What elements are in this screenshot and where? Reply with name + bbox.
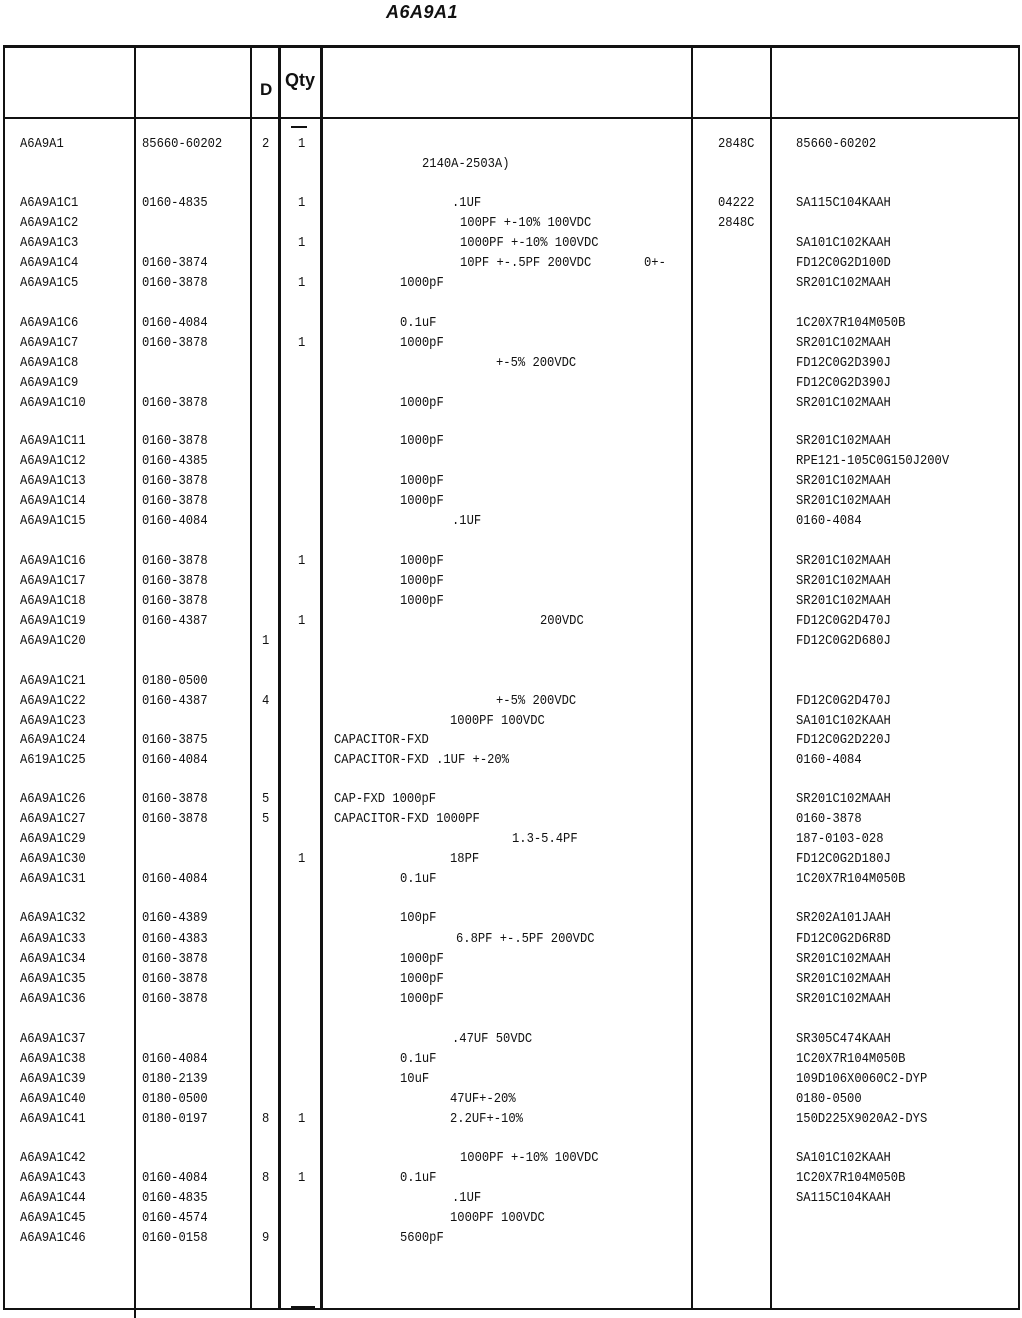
table-row <box>0 952 1022 972</box>
cell-description: CAPACITOR-FXD <box>334 733 429 748</box>
table-bottom-border <box>3 1308 1019 1310</box>
cell-mfr-part-number: 0160-3878 <box>796 812 862 827</box>
cell-reference: A6A9A1C23 <box>20 714 86 729</box>
cell-reference: A6A9A1C31 <box>20 872 86 887</box>
cell-mfr-part-number: SA101C102KAAH <box>796 714 891 729</box>
cell-reference: A6A9A1C21 <box>20 674 86 689</box>
cell-mfr-part-number: 1C20X7R104M050B <box>796 1171 906 1186</box>
cell-description: 100pF <box>400 911 437 926</box>
table-top-border <box>3 45 1019 48</box>
cell-reference: A6A9A1C36 <box>20 992 86 1007</box>
cell-part-number: 0160-4383 <box>142 932 208 947</box>
cell-mfr-part-number: SR201C102MAAH <box>796 434 891 449</box>
table-row <box>0 157 1022 177</box>
cell-reference: A6A9A1C20 <box>20 634 86 649</box>
cell-mfr-part-number: FD12C0G2D680J <box>796 634 891 649</box>
cell-reference: A6A9A1C11 <box>20 434 86 449</box>
cell-description: 1000PF +-10% 100VDC <box>460 236 599 251</box>
cell-description: .1UF <box>452 514 482 529</box>
table-row <box>0 376 1022 396</box>
cell-qty: 1 <box>298 1171 306 1186</box>
cell-reference: A6A9A1C4 <box>20 256 79 271</box>
cell-part-number: 0160-4084 <box>142 1052 208 1067</box>
cell-description: 2.2UF+-10% <box>450 1112 523 1127</box>
cell-description: 0.1uF <box>400 1171 437 1186</box>
cell-d: 1 <box>262 634 270 649</box>
cell-part-number: 0160-4574 <box>142 1211 208 1226</box>
table-row <box>0 594 1022 614</box>
cell-part-number: 0160-4084 <box>142 753 208 768</box>
table-row <box>0 1211 1022 1231</box>
cell-reference: A6A9A1C44 <box>20 1191 86 1206</box>
cell-mfr-part-number: FD12C0G2D470J <box>796 694 891 709</box>
cell-mfr-part-number: 187-0103-028 <box>796 832 884 847</box>
cell-mfr-part-number: 0180-0500 <box>796 1092 862 1107</box>
cell-description: 2140A-2503A) <box>422 157 510 172</box>
cell-part-number: 0160-3878 <box>142 812 208 827</box>
cell-reference: A6A9A1C34 <box>20 952 86 967</box>
table-row <box>0 1231 1022 1251</box>
table-row <box>0 236 1022 256</box>
cell-part-number: 0160-3878 <box>142 494 208 509</box>
cell-reference: A619A1C25 <box>20 753 86 768</box>
cell-description: 1000pF <box>400 494 444 509</box>
cell-mfr-part-number: SR202A101JAAH <box>796 911 891 926</box>
table-row <box>0 714 1022 734</box>
cell-description: +-5% 200VDC <box>496 694 577 709</box>
table-row <box>0 634 1022 654</box>
header-divider <box>3 117 1019 119</box>
cell-mfr-part-number: SR201C102MAAH <box>796 276 891 291</box>
cell-d: 9 <box>262 1231 270 1246</box>
table-row <box>0 196 1022 216</box>
cell-mfr-part-number: SR305C474KAAH <box>796 1032 891 1047</box>
table-row <box>0 434 1022 454</box>
cell-description: 1000pF <box>400 474 444 489</box>
cell-part-number: 0160-3878 <box>142 952 208 967</box>
cell-part-number: 0160-4084 <box>142 316 208 331</box>
cell-qty: 1 <box>298 614 306 629</box>
cell-mfr-part-number: SR201C102MAAH <box>796 574 891 589</box>
cell-mfr-part-number: FD12C0G2D100D <box>796 256 891 271</box>
cell-mfr-part-number: SR201C102MAAH <box>796 594 891 609</box>
table-row <box>0 992 1022 1012</box>
table-row <box>0 1052 1022 1072</box>
cell-part-number: 0160-3878 <box>142 554 208 569</box>
cell-reference: A6A9A1C9 <box>20 376 79 391</box>
cell-mfr-part-number: SR201C102MAAH <box>796 554 891 569</box>
cell-mfr-part-number: SR201C102MAAH <box>796 992 891 1007</box>
table-row <box>0 733 1022 753</box>
cell-mfr-part-number: SR201C102MAAH <box>796 336 891 351</box>
table-row <box>0 554 1022 574</box>
table-row <box>0 792 1022 812</box>
cell-part-number: 0180-2139 <box>142 1072 208 1087</box>
cell-mfr-part-number: SR201C102MAAH <box>796 494 891 509</box>
cell-part-number: 0160-4385 <box>142 454 208 469</box>
cell-description: 0.1uF <box>400 872 437 887</box>
cell-mfr-part-number: SR201C102MAAH <box>796 474 891 489</box>
cell-description: +-5% 200VDC <box>496 356 577 371</box>
cell-part-number: 0160-3874 <box>142 256 208 271</box>
cell-description: 200VDC <box>540 614 584 629</box>
table-row <box>0 694 1022 714</box>
cell-reference: A6A9A1C32 <box>20 911 86 926</box>
cell-mfr-code: 2848C <box>718 137 755 152</box>
table-row <box>0 514 1022 534</box>
cell-part-number: 0160-3878 <box>142 276 208 291</box>
cell-mfr-part-number: 0160-4084 <box>796 514 862 529</box>
cell-reference: A6A9A1C7 <box>20 336 79 351</box>
cell-reference: A6A9A1C3 <box>20 236 79 251</box>
cell-description: .1UF <box>452 1191 482 1206</box>
cell-reference: A6A9A1C24 <box>20 733 86 748</box>
qty-footer-tick <box>291 1306 315 1309</box>
cell-mfr-part-number: FD12C0G2D390J <box>796 356 891 371</box>
cell-reference: A6A9A1C1 <box>20 196 79 211</box>
cell-mfr-part-number: SR201C102MAAH <box>796 396 891 411</box>
cell-reference: A6A9A1C6 <box>20 316 79 331</box>
cell-qty: 1 <box>298 1112 306 1127</box>
table-row <box>0 1072 1022 1092</box>
cell-reference: A6A9A1 <box>20 137 64 152</box>
header-d: D <box>260 80 273 99</box>
cell-part-number: 0160-3875 <box>142 733 208 748</box>
cell-reference: A6A9A1C41 <box>20 1112 86 1127</box>
cell-description: CAP-FXD 1000pF <box>334 792 437 807</box>
cell-description: 1000pF <box>400 396 444 411</box>
header-qty: Qty <box>285 70 316 90</box>
cell-reference: A6A9A1C8 <box>20 356 79 371</box>
table-row <box>0 872 1022 892</box>
table-row <box>0 574 1022 594</box>
cell-description-extra: 0+- <box>644 256 666 271</box>
cell-description: 1000PF 100VDC <box>450 1211 545 1226</box>
cell-reference: A6A9A1C5 <box>20 276 79 291</box>
cell-reference: A6A9A1C37 <box>20 1032 86 1047</box>
cell-description: 1000pF <box>400 554 444 569</box>
cell-reference: A6A9A1C29 <box>20 832 86 847</box>
table-row <box>0 137 1022 157</box>
cell-part-number: 0160-4835 <box>142 1191 208 1206</box>
cell-part-number: 0160-4387 <box>142 694 208 709</box>
cell-part-number: 0180-0500 <box>142 1092 208 1107</box>
cell-reference: A6A9A1C19 <box>20 614 86 629</box>
cell-qty: 1 <box>298 196 306 211</box>
cell-description: 1000pF <box>400 992 444 1007</box>
cell-d: 5 <box>262 792 270 807</box>
cell-reference: A6A9A1C15 <box>20 514 86 529</box>
cell-description: 18PF <box>450 852 480 867</box>
cell-description: 1000pF <box>400 594 444 609</box>
cell-part-number: 0160-4387 <box>142 614 208 629</box>
cell-part-number: 0160-4835 <box>142 196 208 211</box>
cell-description: 100PF +-10% 100VDC <box>460 216 592 231</box>
cell-description: 1000pF <box>400 434 444 449</box>
table-row <box>0 256 1022 276</box>
table-row <box>0 674 1022 694</box>
cell-mfr-part-number: 1C20X7R104M050B <box>796 316 906 331</box>
cell-reference: A6A9A1C27 <box>20 812 86 827</box>
cell-description: 0.1uF <box>400 316 437 331</box>
cell-part-number: 0160-4084 <box>142 872 208 887</box>
cell-reference: A6A9A1C14 <box>20 494 86 509</box>
cell-mfr-part-number: SR201C102MAAH <box>796 952 891 967</box>
cell-part-number: 0160-3878 <box>142 336 208 351</box>
cell-reference: A6A9A1C46 <box>20 1231 86 1246</box>
cell-description: 1000pF <box>400 952 444 967</box>
cell-description: 1000pF <box>400 276 444 291</box>
cell-part-number: 0160-3878 <box>142 574 208 589</box>
cell-part-number: 0160-3878 <box>142 992 208 1007</box>
cell-description: CAPACITOR-FXD .1UF +-20% <box>334 753 509 768</box>
cell-reference: A6A9A1C35 <box>20 972 86 987</box>
cell-part-number: 0180-0197 <box>142 1112 208 1127</box>
cell-mfr-part-number: 150D225X9020A2-DYS <box>796 1112 928 1127</box>
cell-reference: A6A9A1C2 <box>20 216 79 231</box>
cell-part-number: 0160-0158 <box>142 1231 208 1246</box>
cell-reference: A6A9A1C45 <box>20 1211 86 1226</box>
cell-mfr-part-number: 109D106X0060C2-DYP <box>796 1072 928 1087</box>
cell-part-number: 0160-4389 <box>142 911 208 926</box>
table-row <box>0 316 1022 336</box>
table-row <box>0 1032 1022 1052</box>
cell-qty: 1 <box>298 236 306 251</box>
table-row <box>0 932 1022 952</box>
cell-mfr-part-number: 1C20X7R104M050B <box>796 872 906 887</box>
cell-d: 8 <box>262 1171 270 1186</box>
cell-mfr-part-number: SA101C102KAAH <box>796 236 891 251</box>
cell-mfr-part-number: SA115C104KAAH <box>796 1191 891 1206</box>
table-row <box>0 216 1022 236</box>
table-row <box>0 1191 1022 1211</box>
cell-part-number: 0160-3878 <box>142 434 208 449</box>
cell-description: 1000pF <box>400 972 444 987</box>
qty-header-tick <box>291 126 307 128</box>
cell-description: 1000PF +-10% 100VDC <box>460 1151 599 1166</box>
cell-part-number: 0160-3878 <box>142 396 208 411</box>
table-row <box>0 1151 1022 1171</box>
cell-d: 5 <box>262 812 270 827</box>
cell-reference: A6A9A1C40 <box>20 1092 86 1107</box>
cell-mfr-part-number: 1C20X7R104M050B <box>796 1052 906 1067</box>
cell-mfr-part-number: 0160-4084 <box>796 753 862 768</box>
cell-reference: A6A9A1C42 <box>20 1151 86 1166</box>
cell-d: 4 <box>262 694 270 709</box>
cell-reference: A6A9A1C18 <box>20 594 86 609</box>
cell-reference: A6A9A1C33 <box>20 932 86 947</box>
cell-description: 1000pF <box>400 574 444 589</box>
cell-description: CAPACITOR-FXD 1000PF <box>334 812 480 827</box>
cell-qty: 1 <box>298 852 306 867</box>
cell-mfr-part-number: FD12C0G2D6R8D <box>796 932 891 947</box>
cell-part-number: 0160-3878 <box>142 594 208 609</box>
cell-description: 1.3-5.4PF <box>512 832 578 847</box>
table-row <box>0 614 1022 634</box>
table-row <box>0 852 1022 872</box>
cell-reference: A6A9A1C13 <box>20 474 86 489</box>
page-title: A6A9A1 <box>386 2 459 22</box>
cell-reference: A6A9A1C22 <box>20 694 86 709</box>
cell-mfr-part-number: FD12C0G2D220J <box>796 733 891 748</box>
table-row <box>0 336 1022 356</box>
cell-mfr-part-number: SA101C102KAAH <box>796 1151 891 1166</box>
cell-reference: A6A9A1C10 <box>20 396 86 411</box>
cell-mfr-part-number: SR201C102MAAH <box>796 792 891 807</box>
cell-part-number: 85660-60202 <box>142 137 223 152</box>
cell-reference: A6A9A1C38 <box>20 1052 86 1067</box>
cell-description: 5600pF <box>400 1231 444 1246</box>
cell-description: 1000pF <box>400 336 444 351</box>
cell-mfr-part-number: SA115C104KAAH <box>796 196 891 211</box>
cell-mfr-part-number: FD12C0G2D180J <box>796 852 891 867</box>
table-row <box>0 276 1022 296</box>
table-row <box>0 454 1022 474</box>
table-row <box>0 474 1022 494</box>
table-row <box>0 494 1022 514</box>
cell-description: 6.8PF +-.5PF 200VDC <box>456 932 595 947</box>
table-row <box>0 753 1022 773</box>
cell-qty: 1 <box>298 336 306 351</box>
cell-reference: A6A9A1C30 <box>20 852 86 867</box>
cell-part-number: 0160-4084 <box>142 1171 208 1186</box>
cell-d: 8 <box>262 1112 270 1127</box>
cell-description: 1000PF 100VDC <box>450 714 545 729</box>
table-row <box>0 911 1022 931</box>
cell-description: 10PF +-.5PF 200VDC <box>460 256 592 271</box>
cell-part-number: 0160-3878 <box>142 792 208 807</box>
table-row <box>0 1171 1022 1191</box>
cell-reference: A6A9A1C26 <box>20 792 86 807</box>
cell-description: .1UF <box>452 196 482 211</box>
cell-d: 2 <box>262 137 270 152</box>
cell-mfr-part-number: FD12C0G2D470J <box>796 614 891 629</box>
table-row <box>0 972 1022 992</box>
cell-qty: 1 <box>298 137 306 152</box>
cell-part-number: 0180-0500 <box>142 674 208 689</box>
cell-mfr-part-number: RPE121-105C0G150J200V <box>796 454 950 469</box>
cell-reference: A6A9A1C39 <box>20 1072 86 1087</box>
table-row <box>0 396 1022 416</box>
cell-mfr-code: 2848C <box>718 216 755 231</box>
cell-reference: A6A9A1C12 <box>20 454 86 469</box>
cell-qty: 1 <box>298 554 306 569</box>
cell-part-number: 0160-3878 <box>142 972 208 987</box>
cell-reference: A6A9A1C43 <box>20 1171 86 1186</box>
cell-description: 10uF <box>400 1072 430 1087</box>
table-row <box>0 356 1022 376</box>
table-row <box>0 1112 1022 1132</box>
cell-qty: 1 <box>298 276 306 291</box>
table-row <box>0 832 1022 852</box>
cell-part-number: 0160-4084 <box>142 514 208 529</box>
cell-description: 47UF+-20% <box>450 1092 516 1107</box>
cell-mfr-part-number: 85660-60202 <box>796 137 877 152</box>
cell-description: 0.1uF <box>400 1052 437 1067</box>
cell-mfr-part-number: SR201C102MAAH <box>796 972 891 987</box>
cell-mfr-code: 04222 <box>718 196 755 211</box>
cell-description: .47UF 50VDC <box>452 1032 533 1047</box>
table-row <box>0 812 1022 832</box>
table-row <box>0 1092 1022 1112</box>
cell-mfr-part-number: FD12C0G2D390J <box>796 376 891 391</box>
cell-reference: A6A9A1C16 <box>20 554 86 569</box>
cell-part-number: 0160-3878 <box>142 474 208 489</box>
cell-reference: A6A9A1C17 <box>20 574 86 589</box>
